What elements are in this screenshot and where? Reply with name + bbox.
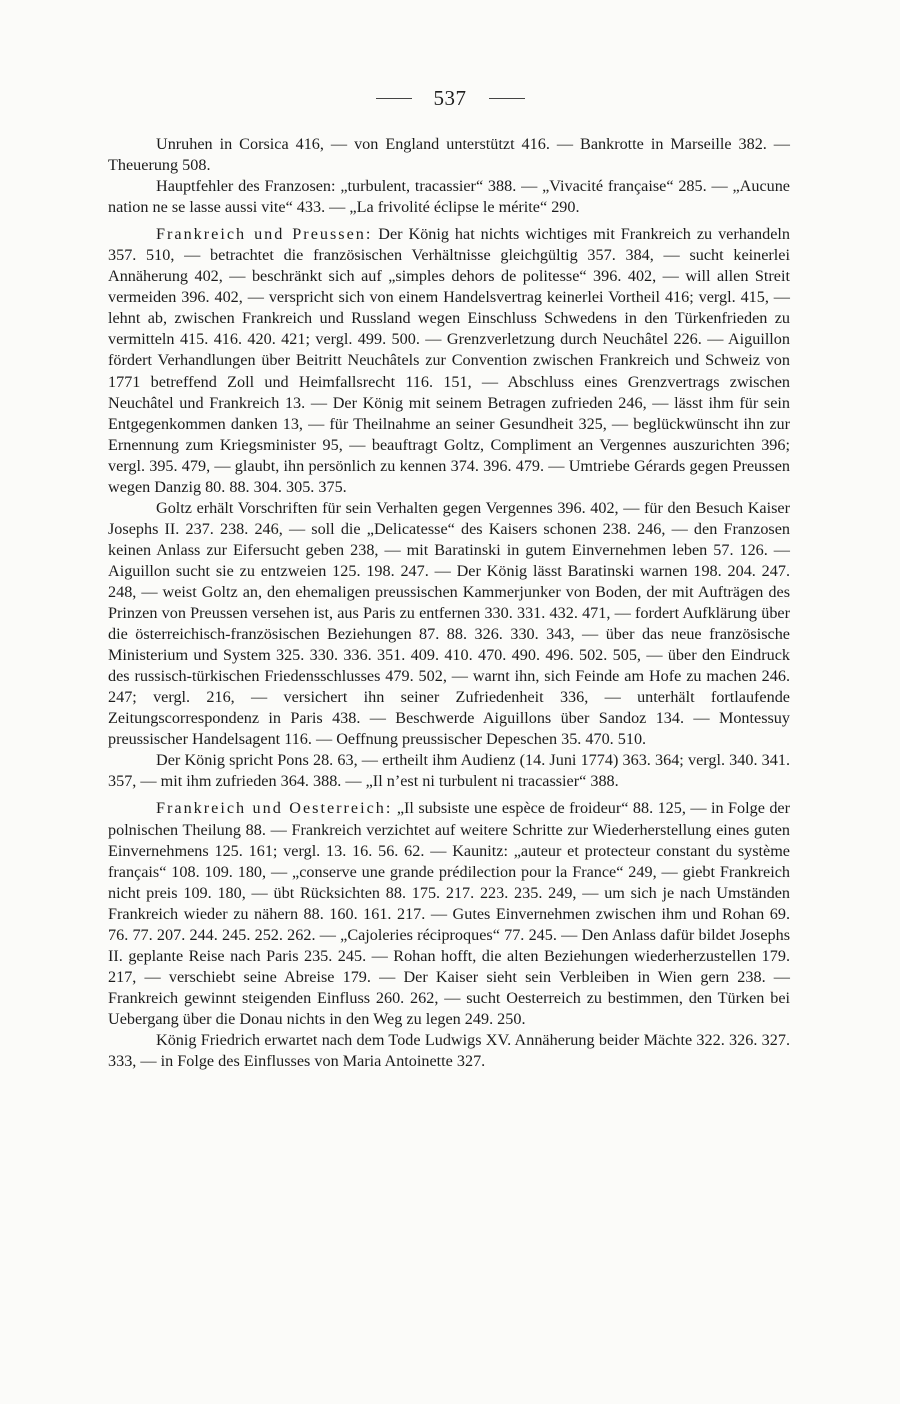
paragraph-hauptfehler <box>108 176 790 218</box>
paragraph-text: „Il subsiste une espèce de froideur“ 88. 125, — in Folge der polnischen Theilung 88. — Frankreich verzichtet auf weitere Schritte zur Wiederherstellung eines guten Einvernehmens 125. 161; vergl. 13. 16. 56. 62. — Kaunitz: „auteur et protecteur constant du système français“ 108. 109. 180, — „conserve une grande prédilection pour la France“ 249, — giebt Frankreich nicht preis 109. 180, — übt Rücksichten 88. 175. 217. 223. 235. 249, — um sich je nach Umständen Frankreich wieder zu nähern 88. 160. 161. 217. — Gutes Einvernehmen zwischen ihm und Rohan 69. 76. 77. 207. 244. 245. 252. 262. — „Cajoleries réciproques“ 77. 245. — Den Anlass dafür bildet Josephs II. geplante Reise nach Paris 235. 245. — Rohan hofft, die alten Beziehungen wiederherzustellen 179. 217, — verschiebt seine Abreise 179. — Der Kaiser sieht sein Verbleiben in Wien gern 238. — Frankreich gewinnt steigenden Einfluss 260. 262, — sucht Oesterreich zu bestimmen, den Türken bei Uebergang über die Donau nichts in den Weg zu legen 249. 250. <box>108 799 791 1028</box>
paragraph-frankreich-preussen <box>108 224 790 498</box>
paragraph-text: Goltz erhält Vorschriften für sein Verhalten gegen Vergennes 396. 402, — für den Besuch Kaiser Josephs II. 237. 238. 246, — soll die „Delicatesse“ des Kaisers schonen 238. 246, — den Franzosen keinen Anlass zur Eifersucht geben 238, — mit Baratinski in gutem Einvernehmen leben 57. 126. — Aiguillon sucht sie zu entzweien 125. 198. 247. — Der König lässt Baratinski warnen 198. 204. 247. 248, — weist Goltz an, den ehemaligen preussischen Kammerjunker von Boden, der mit Aufträgen des Prinzen von Preussen versehen ist, aus Paris zu entfernen 330. 331. 432. 471, — fordert Aufklärung über die österreichisch-französischen Beziehungen 87. 88. 326. 330. 343, — über das neue französische Ministerium und System 325. 330. 336. 351. 409. 410. 470. 490. 496. 502. 505, — über den Eindruck des russisch-türkischen Friedensschlusses 479. 502, — warnt ihn, sich Feinde am Hofe zu machen 246. 247; vergl. 216, — versichert ihn seiner Zufriedenheit 336, — unterhält fortlaufende Zeitungscorrespondenz in Paris 438. — Beschwerde Aiguillons über Sandoz 134. — Montessuy preussischer Handelsagent 116. — Oeffnung preussischer Depeschen 35. 470. 510. <box>108 498 790 749</box>
header-rule-left <box>376 98 412 99</box>
paragraph-koenig-friedrich <box>108 1030 790 1072</box>
paragraph-frankreich-oesterreich <box>108 798 790 1030</box>
paragraph-corsica <box>108 134 790 176</box>
paragraph-text: Unruhen in Corsica 416, — von England unterstützt 416. — Bankrotte in Marseille 382. — Theuerung 508. <box>108 135 790 175</box>
section-heading: Frankreich und Oesterreich: <box>156 799 393 818</box>
paragraph-pons <box>108 750 790 792</box>
header-rule-right <box>489 98 525 99</box>
paragraph-text: Hauptfehler des Franzosen: „turbulent, tracassier“ 388. — „Vivacité française“ 285. — „Aucune nation ne se lasse aussi vite“ 433. — „La frivolité éclipse le mérite“ 290. <box>108 177 790 217</box>
page-number: 537 <box>433 86 467 110</box>
paragraph-text: Der König hat nichts wichtiges mit Frankreich zu verhandeln 357. 510, — betrachtet die französischen Verhältnisse gleichgültig 357. 384, — sucht keinerlei Annäherung 402, — beschränkt sich auf „simples dehors de politesse“ 396. 402, — will allen Streit vermeiden 396. 402, — verspricht sich von einem Handelsvertrag keinerlei Vortheil 416; vergl. 415, — lehnt ab, zwischen Frankreich und Russland wegen Einschluss Schwedens in den Türkenfrieden zu vermitteln 415. 416. 420. 421; vergl. 499. 500. — Grenzverletzung durch Neuchâtel 226. — Aiguillon fördert Verhandlungen über Beitritt Neuchâtels zur Convention zwischen Frankreich und Schweiz von 1771 betreffend Zoll und Heimfallsrecht 116. 151, — Abschluss eines Grenzvertrags zwischen Neuchâtel und Frankreich 13. — Der König mit seinem Betragen zufrieden 246, — lässt ihm für sein Entgegenkommen danken 13, — für Theilnahme an seiner Gesundheit 325, — beglückwünscht ihn zur Ernennung zum Kriegsminister 95, — beauftragt Goltz, Compliment an Vergennes auszurichten 396; vergl. 395. 479, — glaubt, ihn persönlich zu kennen 374. 396. 479. — Umtriebe Gérards gegen Preussen wegen Danzig 80. 88. 304. 305. 375. <box>108 225 790 496</box>
page-header <box>0 86 900 111</box>
paragraph-text: König Friedrich erwartet nach dem Tode Ludwigs XV. Annäherung beider Mächte 322. 326. 327. 333, — in Folge des Einflusses von Maria Antoinette 327. <box>108 1030 790 1071</box>
paragraph-text: Der König spricht Pons 28. 63, — ertheilt ihm Audienz (14. Juni 1774) 363. 364; vergl. 340. 341. 357, — mit ihm zufrieden 364. 388. — „Il n’est ni turbulent ni tracassier“ 388. <box>108 751 790 791</box>
section-heading: Frankreich und Preussen: <box>156 225 373 244</box>
paragraph-goltz <box>108 498 790 751</box>
index-text <box>108 134 790 1072</box>
